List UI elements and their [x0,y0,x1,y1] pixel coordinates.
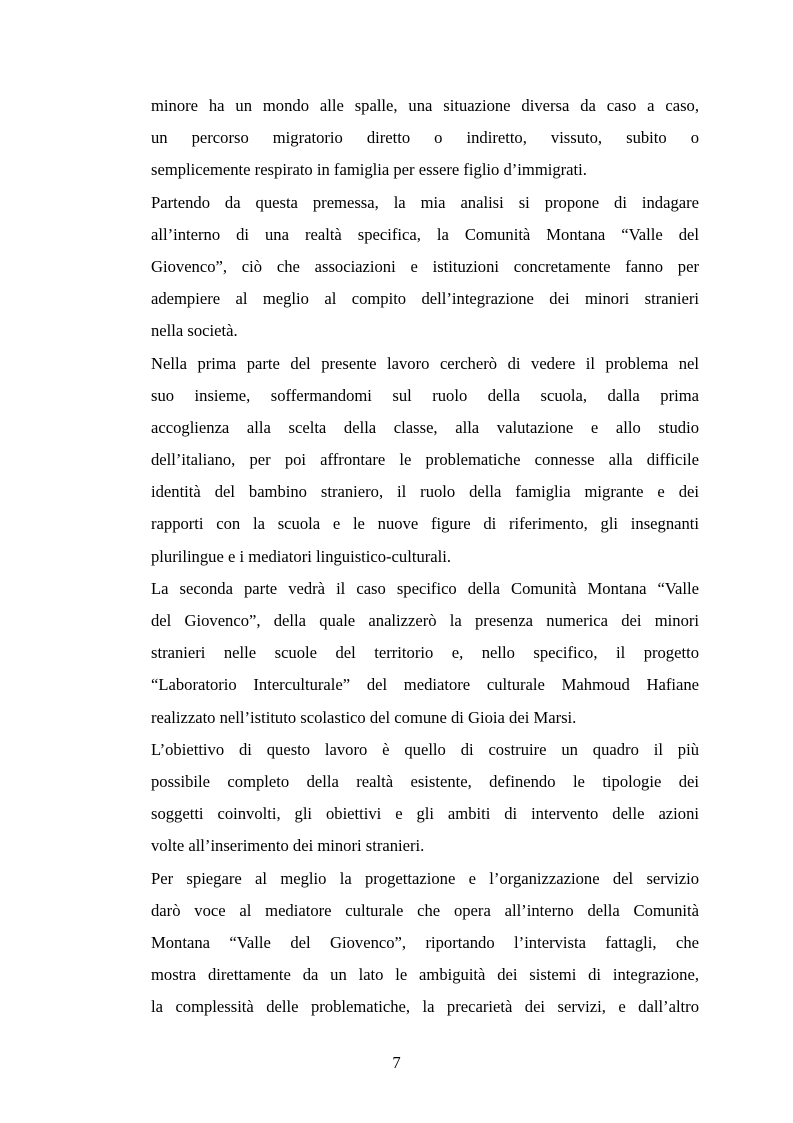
text-line: volte all’inserimento dei minori stranieri. [151,836,425,856]
text-line: rapporti con la scuola e le nuove figure di riferimento, gli insegnanti [151,514,699,534]
body-text [151,90,699,1023]
text-line: Partendo da questa premessa, la mia analisi si propone di indagare [151,192,699,212]
paragraph [151,348,699,573]
text-line: “Laboratorio Interculturale” del mediatore culturale Mahmoud Hafiane [151,675,699,695]
text-line: minore ha un mondo alle spalle, una situazione diversa da caso a caso, [151,96,699,115]
text-line: dell’italiano, per poi affrontare le problematiche connesse alla difficile [151,450,699,470]
paragraph [151,90,699,187]
text-line: del Giovenco”, della quale analizzerò la presenza numerica dei minori [151,611,699,630]
paragraph [151,573,699,734]
text-line: realizzato nell’istituto scolastico del comune di Gioia dei Marsi. [151,707,577,727]
text-line: la complessità delle problematiche, la precarietà dei servizi, e dall’altro [151,997,699,1017]
text-line: darò voce al mediatore culturale che opera all’interno della Comunità [151,900,699,920]
paragraph [151,734,699,863]
text-line: Per spiegare al meglio la progettazione e l’organizzazione del servizio [151,868,699,888]
text-line: Montana “Valle del Giovenco”, riportando l’intervista fattagli, che [151,932,699,952]
page-number: 7 [392,1053,401,1072]
text-line: possibile completo della realtà esistente, definendo le tipologie dei [151,771,699,791]
text-line: L’obiettivo di questo lavoro è quello di costruire un quadro il più [151,739,699,759]
paragraph [151,863,699,1024]
text-line: La seconda parte vedrà il caso specifico della Comunità Montana “Valle [151,578,699,598]
text-line: semplicemente respirato in famiglia per essere figlio d’immigrati. [151,160,587,180]
text-line: Giovenco”, ciò che associazioni e istituzioni concretamente fanno per [151,256,699,276]
text-line: Nella prima parte del presente lavoro cercherò di vedere il problema nel [151,353,699,373]
text-line: all’interno di una realtà specifica, la Comunità Montana “Valle del [151,224,699,244]
text-line: plurilingue e i mediatori linguistico-culturali. [151,546,452,566]
text-line: un percorso migratorio diretto o indiretto, vissuto, subito o [151,128,699,148]
text-line: mostra direttamente da un lato le ambiguità dei sistemi di integrazione, [151,965,699,985]
text-line: soggetti coinvolti, gli obiettivi e gli ambiti di intervento delle azioni [151,804,699,824]
text-line: accoglienza alla scelta della classe, alla valutazione e allo studio [151,417,699,437]
text-line: suo insieme, soffermandomi sul ruolo della scuola, dalla prima [151,385,699,405]
text-line: identità del bambino straniero, il ruolo della famiglia migrante e dei [151,482,699,502]
text-line: nella società. [151,321,238,341]
text-line: adempiere al meglio al compito dell’integrazione dei minori stranieri [151,289,699,309]
paragraph [151,187,699,348]
text-line: stranieri nelle scuole del territorio e, nello specifico, il progetto [151,643,699,663]
